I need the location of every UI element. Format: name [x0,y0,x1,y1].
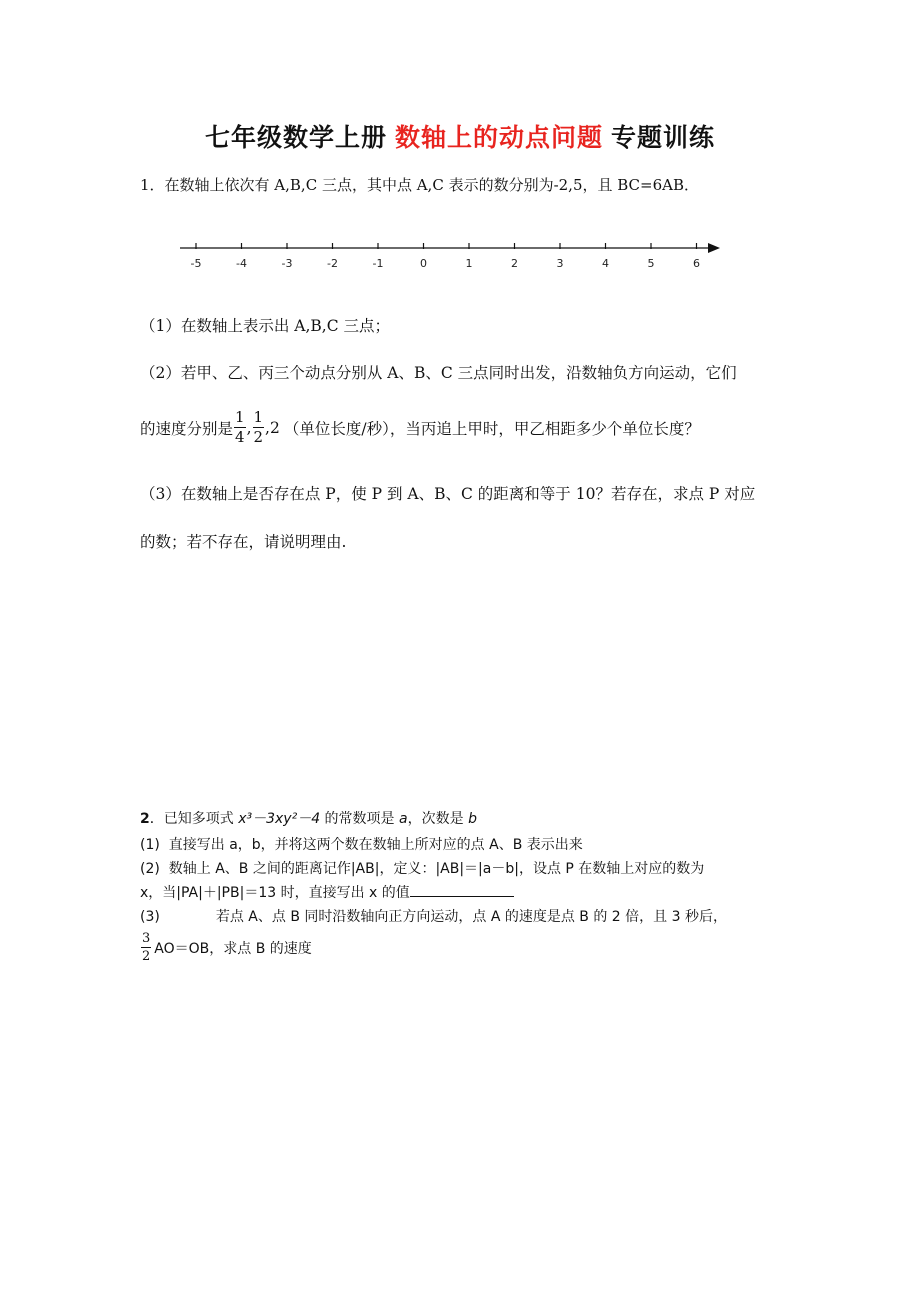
q1-part1: （1）在数轴上表示出 A,B,C 三点； [140,317,391,335]
tick-label: 2 [511,257,518,270]
number-line [0,0,920,300]
q2-part2-line2 [140,882,514,902]
q2-stem [140,808,477,828]
q1-part2-prefix: 的速度分别是 [140,419,234,438]
tick-label: -1 [372,257,384,270]
tick-label: 5 [647,257,655,270]
q1-part3-line2: 的数；若不存在，请说明理由. [140,533,347,551]
tick-label: 6 [693,257,700,270]
frac-denominator: 4 [235,428,245,446]
frac-numerator: 3 [142,931,151,946]
frac-numerator: 1 [235,408,245,426]
tick-label: 3 [556,257,564,270]
q1-stem: 1．在数轴上依次有 A,B,C 三点，其中点 A,C 表示的数分别为-2,5，且 BC=6AB． [140,176,700,194]
q2-part1 [140,834,583,854]
tick-label: -3 [281,257,293,270]
speed-fraction-one-quarter [234,410,246,445]
tick-label: 4 [602,257,609,270]
q1-part2-suffix: （单位长度/秒），当丙追上甲时，甲乙相距多少个单位长度？ [283,419,700,438]
q2-part3-label: (3) [140,909,160,925]
q1-part2-line1: （2）若甲、乙、丙三个动点分别从 A、B、C 三点同时出发，沿数轴负方向运动，它们 [140,364,737,382]
title-part-training: 专题训练 [611,123,716,152]
q2-part3-line2 [140,932,312,963]
q2-number: 2 [140,811,150,827]
q2-part2-text2: x，当|PA|＋|PB|＝13 时，直接写出 x 的值 [140,885,410,901]
frac-numerator: 1 [253,408,264,426]
q2-part3-text2: AO＝OB，求点 B 的速度 [154,940,312,957]
tick-label: 1 [465,257,473,270]
q2-var-a: a [399,811,408,827]
speed-fraction-one-half [253,410,265,445]
title-part-grade: 七年级数学上册 [204,123,387,152]
tick-label: -2 [327,257,338,270]
q2-polynomial: x³－3xy²－4 [238,811,321,827]
q2-part3-text: 若点 A、点 B 同时沿数轴向正方向运动，点 A 的速度是点 B 的 2 倍，且 3 秒后， [215,909,727,925]
tick-label: 0 [420,257,427,270]
q2-part2-label: (2) [140,861,160,877]
speed-two: ,2 [265,418,280,437]
q2-stem-b: 的常数项是 [320,811,400,827]
q2-stem-c: ，次数是 [407,811,469,827]
speed-separator: , [246,418,252,437]
frac-denominator: 2 [142,949,151,964]
q2-fraction-three-halves [141,932,151,963]
q2-part2-line1 [140,858,704,878]
q1-part3-line1: （3）在数轴上是否存在点 P，使 P 到 A、B、C 的距离和等于 10？若存在，求点 P 对应 [140,485,756,503]
q2-stem-a: ．已知多项式 [149,811,239,827]
q2-part2-text: 数轴上 A、B 之间的距离记作|AB|，定义：|AB|＝|a－b|，设点 P 在数轴上对应的数为 [168,861,705,877]
q2-part3-line1 [140,906,727,926]
q2-var-b: b [468,811,477,827]
tick-label: -4 [236,257,247,270]
q2-part1-text: 直接写出 a，b，并将这两个数在数轴上所对应的点 A、B 表示出来 [168,837,583,853]
tick-label: -5 [190,257,202,270]
q2-part1-label: (1) [140,837,160,853]
title-part-topic: 数轴上的动点问题 [394,123,603,152]
number-line-arrow-icon [708,243,720,253]
q1-part2-line2 [140,410,700,445]
answer-blank[interactable] [410,882,514,897]
frac-denominator: 2 [253,428,264,446]
